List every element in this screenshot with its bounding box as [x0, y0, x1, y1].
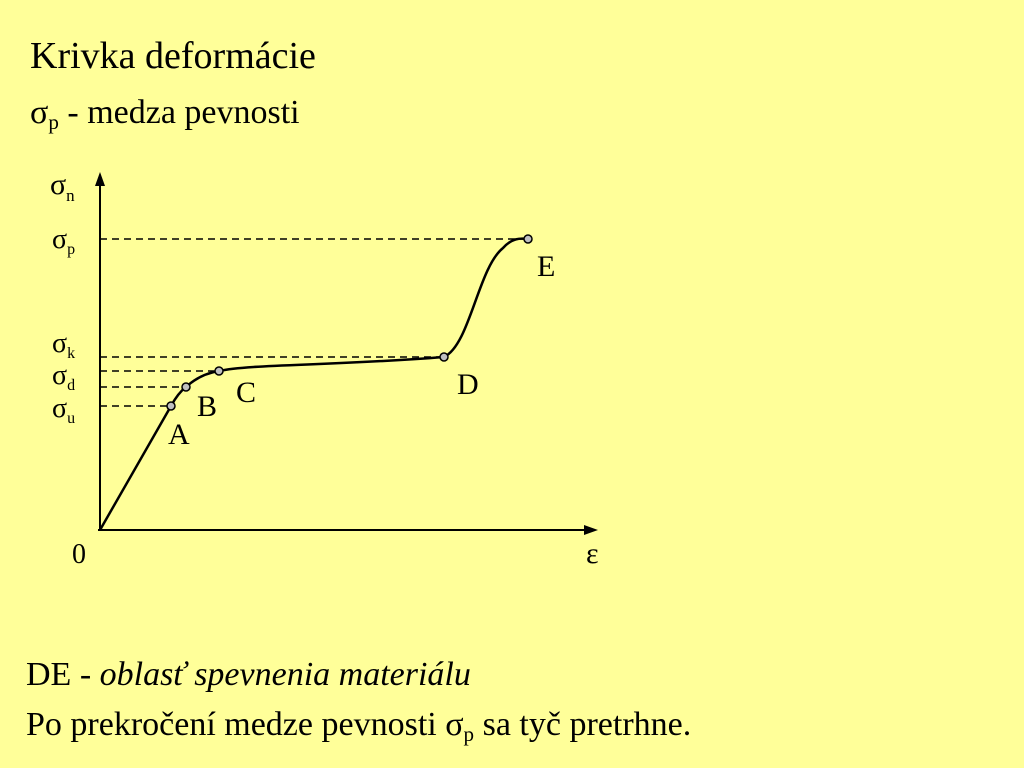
level-label-u: $\sigma_u$: [52, 393, 76, 427]
point-e-marker: [524, 235, 532, 243]
footer-italic-text: oblasť spevnenia materiálu: [99, 656, 471, 693]
footer-prefix: DE -: [26, 656, 100, 693]
footer-line-2: [26, 706, 692, 747]
point-b-marker: [182, 383, 190, 391]
point-c-label: C: [236, 376, 257, 409]
footer-line2-suffix: sa tyč pretrhne.: [474, 706, 692, 743]
y-axis-arrow: [95, 172, 105, 186]
point-a-label: A: [168, 418, 190, 451]
x-axis-arrow: [584, 525, 598, 535]
origin-label: 0: [72, 539, 86, 570]
level-label-k: $\sigma_k$: [52, 328, 76, 362]
y-axis-label: $\sigma_n$: [50, 168, 75, 205]
subtitle-sigma: σ: [30, 94, 49, 131]
slide-title: Krivka deformácie: [30, 35, 316, 77]
level-label-p: $\sigma_p$: [52, 224, 76, 258]
subtitle-text: - medza pevnosti: [58, 94, 300, 131]
footer-line-1: [26, 656, 471, 694]
point-a-marker: [167, 402, 175, 410]
footer-line2-prefix: Po prekročení medze pevnosti: [26, 706, 446, 743]
footer-line2-subscript: p: [463, 722, 475, 747]
point-b-label: B: [197, 390, 218, 423]
x-axis-label: ε: [586, 537, 599, 570]
point-e-label: E: [537, 250, 556, 283]
point-d-marker: [440, 353, 448, 361]
point-d-label: D: [457, 368, 479, 401]
point-c-marker: [215, 367, 223, 375]
subtitle-subscript: p: [48, 110, 59, 135]
level-label-d: $\sigma_d$: [52, 360, 76, 394]
footer-line2-sigma: σ: [445, 706, 464, 743]
